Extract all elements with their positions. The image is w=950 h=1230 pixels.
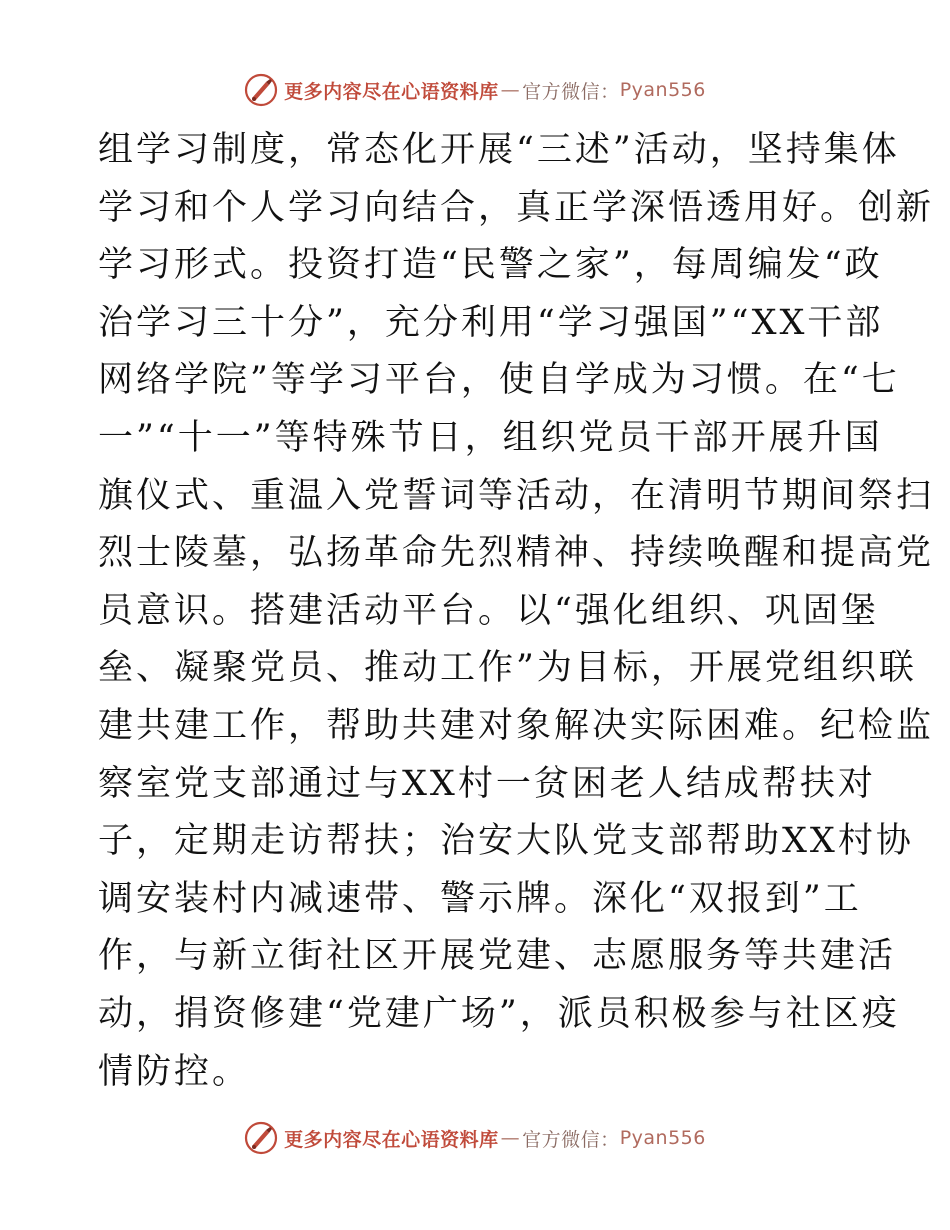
body-line: 建共建工作，帮助共建对象解决实际困难。纪检监 bbox=[98, 705, 935, 746]
body-line: 烈士陵墓，弘扬革命先烈精神、持续唤醒和提高党 bbox=[98, 533, 935, 574]
body-line: 子，定期走访帮扶；治安大队党支部帮助XX村协 bbox=[98, 821, 914, 862]
body-line: 旗仪式、重温入党誓词等活动，在清明节期间祭扫 bbox=[98, 475, 935, 516]
banner-wechat-id: Pyan556 bbox=[619, 1127, 706, 1149]
banner-contact-label: 官方微信： bbox=[522, 1128, 620, 1151]
banner-contact-label: 官方微信： bbox=[522, 80, 620, 103]
banner-dash: — bbox=[500, 79, 521, 101]
body-line: 学习和个人学习向结合，真正学深悟透用好。创新 bbox=[98, 187, 935, 228]
banner-dash: — bbox=[500, 1127, 521, 1149]
quill-pen-logo-icon bbox=[244, 1121, 278, 1155]
banner-tagline: 更多内容尽在心语资料库 bbox=[284, 80, 499, 103]
body-line: 学习形式。投资打造“民警之家”，每周编发“政 bbox=[98, 245, 883, 286]
footer-watermark-banner bbox=[0, 1118, 950, 1158]
body-line: 动，捐资修建“党建广场”，派员积极参与社区疫 bbox=[98, 993, 900, 1034]
body-line: 垒、凝聚党员、推动工作”为目标，开展党组织联 bbox=[98, 648, 917, 689]
body-line: 一”“十一”等特殊节日，组织党员干部开展升国 bbox=[98, 417, 883, 458]
body-line: 作，与新立街社区开展党建、志愿服务等共建活 bbox=[98, 936, 897, 977]
quill-pen-logo-icon bbox=[244, 73, 278, 107]
document-body bbox=[98, 122, 935, 1101]
body-line: 组学习制度，常态化开展“三述”活动，坚持集体 bbox=[98, 130, 900, 170]
body-line: 治学习三十分”，充分利用“学习强国”“XX干部 bbox=[98, 302, 884, 343]
body-line: 网络学院”等学习平台，使自学成为习惯。在“七 bbox=[98, 360, 900, 401]
banner-wechat-id: Pyan556 bbox=[619, 79, 706, 101]
header-watermark-banner bbox=[0, 70, 950, 110]
banner-tagline: 更多内容尽在心语资料库 bbox=[284, 1128, 499, 1151]
body-line: 员意识。搭建活动平台。以“强化组织、巩固堡 bbox=[98, 590, 879, 631]
body-line: 调安装村内减速带、警示牌。深化“双报到”工 bbox=[98, 878, 862, 919]
body-line: 情防控。 bbox=[98, 1051, 251, 1092]
body-line: 察室党支部通过与XX村一贫困老人结成帮扶对 bbox=[98, 763, 876, 804]
